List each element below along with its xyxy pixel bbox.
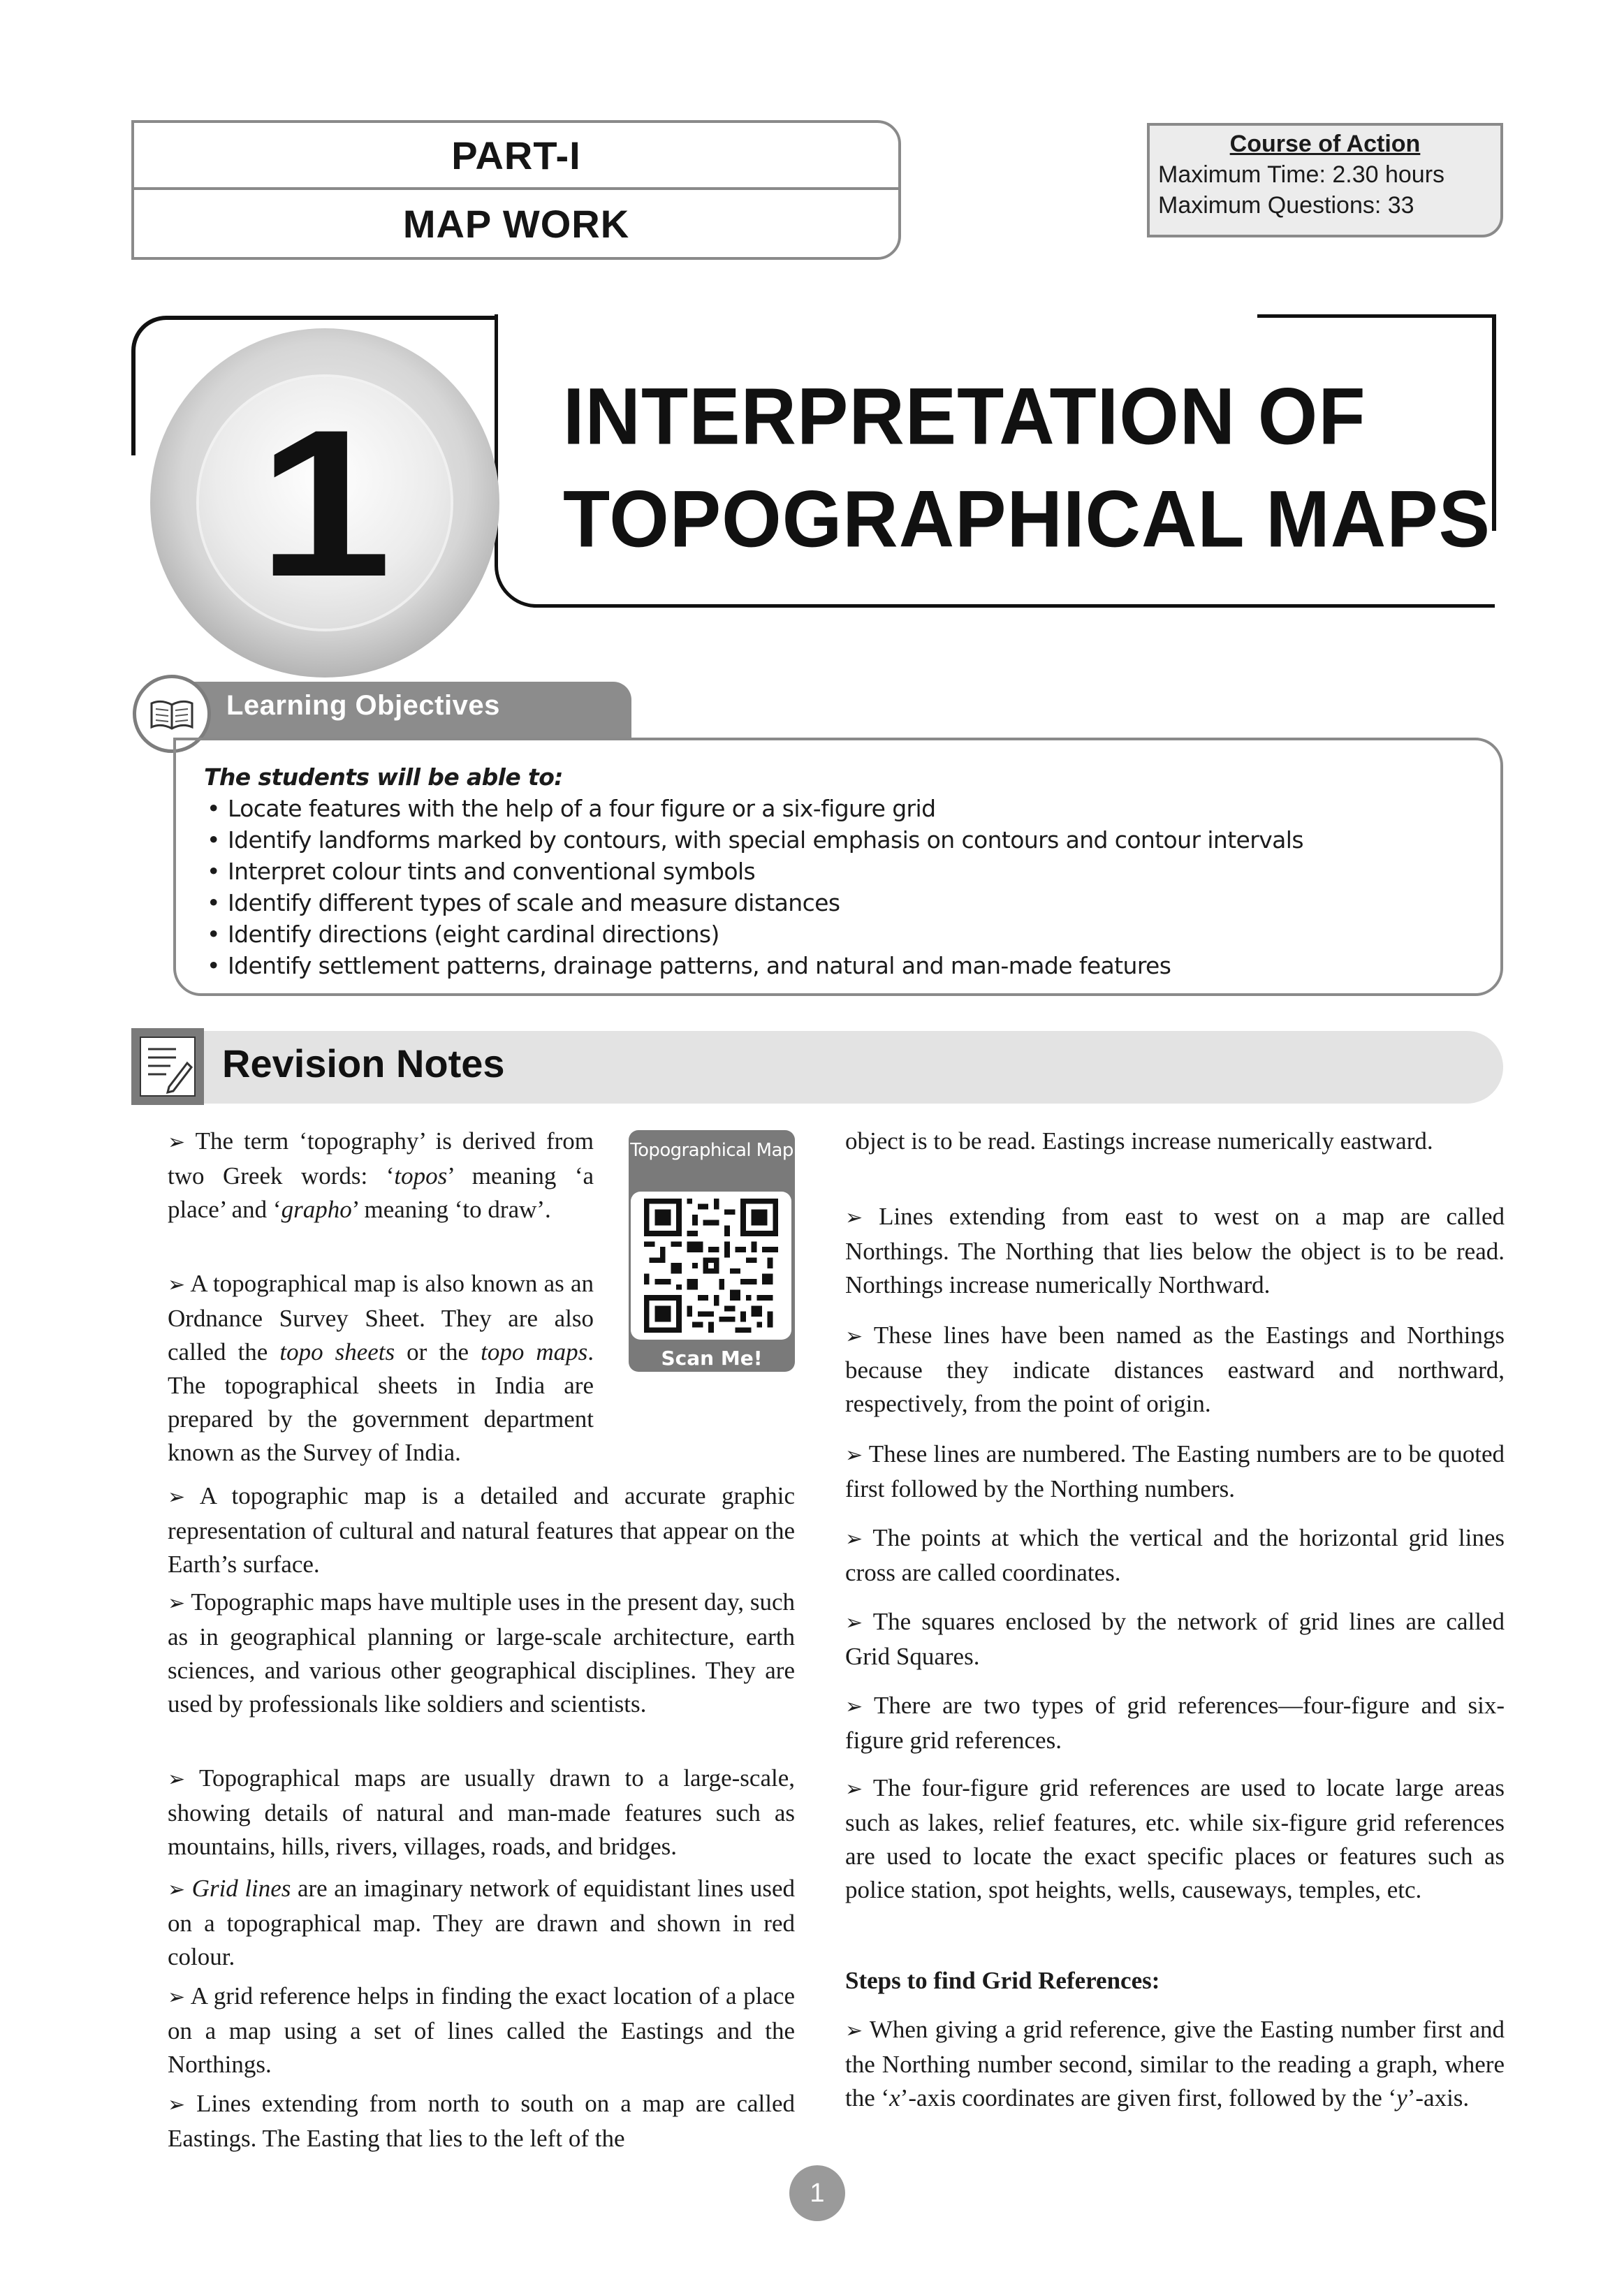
note-paragraph: ➢ The term ‘topography’ is derived from two Greek words: ‘topos’ meaning ‘a place’ and ‘grapho’ meaning ‘to draw’. <box>168 1127 594 1223</box>
revision-notes-heading: Revision Notes <box>222 1041 505 1085</box>
learning-objectives-heading: Learning Objectives <box>226 690 500 721</box>
objective-item: • Locate features with the help of a four figure or a six-figure grid <box>204 793 1489 824</box>
chapter-frame-topline <box>1257 314 1495 318</box>
part-divider <box>134 187 898 190</box>
note-paragraph: ➢ A topographic map is a detailed and accurate graphic representation of cultural and natural features that appear on the Earth’s surface. <box>168 1482 796 1578</box>
note-paragraph: ➢ When giving a grid reference, give the Easting number first and the Northing number second, similar to the reading a graph, where the ‘x’-axis coordinates are given first, followed by the ‘y’-axis. <box>845 2016 1505 2111</box>
qr-title: Topographical Map <box>630 1140 793 1161</box>
bullet-arrow-icon: ➢ <box>168 1130 186 1155</box>
learning-objectives-list <box>204 793 1489 981</box>
note-paragraph: ➢ Lines extending from north to south on a map are called Eastings. The Easting that lies to the left of the <box>168 2090 795 2152</box>
note-paragraph: ➢ Lines extending from east to west on a map are called Northings. The Northing that lies below the object is to be read. Northings increase numerically Northward. <box>845 1203 1505 1298</box>
bullet-arrow-icon: ➢ <box>168 2093 186 2117</box>
qr-code[interactable] <box>631 1192 791 1340</box>
part-label: PART-I <box>451 133 581 177</box>
bullet-arrow-icon: ➢ <box>168 1591 186 1616</box>
bullet-arrow-icon: ➢ <box>845 2019 863 2043</box>
bullet-arrow-icon: ➢ <box>845 1324 863 1349</box>
bullet-arrow-icon: ➢ <box>168 1877 186 1902</box>
note-paragraph: object is to be read. Eastings increase numerically eastward. <box>845 1127 1433 1155</box>
course-time: Maximum Time: 2.30 hours <box>1158 161 1445 188</box>
note-paragraph: ➢ The four-figure grid references are used to locate large areas such as lakes, relief features, etc. while six-figure grid references are used to locate the exact specific places or features such as police station, spot heights, wells, causeways, temples, etc. <box>845 1774 1505 1903</box>
note-paragraph: ➢ Topographical maps are usually drawn to a large-scale, showing details of natural and man-made features such as mountains, hills, rivers, villages, roads, and bridges. <box>168 1764 795 1860</box>
note-paragraph: ➢ There are two types of grid references—four-figure and six-figure grid references. <box>845 1692 1505 1754</box>
course-questions: Maximum Questions: 33 <box>1158 192 1414 219</box>
bullet-arrow-icon: ➢ <box>168 1985 186 2010</box>
note-paragraph: ➢ A topographical map is also known as an Ordnance Survey Sheet. They are also called the topo sheets or the topo maps. The topographical sheets in India are prepared by the government department known as the Survey of India. <box>168 1270 594 1466</box>
learning-objectives-content <box>204 761 1489 981</box>
objective-item: • Identify directions (eight cardinal directions) <box>204 918 1489 950</box>
note-paragraph: ➢ A grid reference helps in finding the exact location of a place on a map using a set of lines called the Eastings and the Northings. <box>168 1982 795 2078</box>
page-number: 1 <box>789 2165 845 2221</box>
chapter-title-line1: INTERPRETATION OF <box>563 371 1366 462</box>
bullet-arrow-icon: ➢ <box>168 1273 186 1297</box>
chapter-title <box>563 365 1491 571</box>
chapter-title-line2: TOPOGRAPHICAL MAPS <box>563 474 1491 564</box>
steps-heading: Steps to find Grid References: <box>845 1967 1160 1994</box>
objective-item: • Identify landforms marked by contours, with special emphasis on contours and contour intervals <box>204 824 1489 856</box>
course-of-action-box <box>1147 123 1503 237</box>
part-box <box>131 120 901 260</box>
objective-item: • Interpret colour tints and conventional symbols <box>204 856 1489 887</box>
note-paragraph: ➢ Topographic maps have multiple uses in the present day, such as in geographical planning or large-scale architecture, earth sciences, and various other geographical disciplines. They are used by professionals like soldiers and scientists. <box>168 1588 795 1718</box>
bullet-arrow-icon: ➢ <box>168 1767 186 1792</box>
chapter-frame-rightline <box>1492 314 1496 531</box>
part-title: MAP WORK <box>402 202 630 246</box>
bullet-arrow-icon: ➢ <box>845 1206 863 1230</box>
bullet-arrow-icon: ➢ <box>845 1443 863 1467</box>
bullet-arrow-icon: ➢ <box>845 1611 863 1635</box>
qr-scan-label: Scan Me! <box>661 1347 763 1370</box>
note-paragraph: ➢ These lines have been named as the Eastings and Northings because they indicate distances eastward and northward, respectively, from the point of origin. <box>845 1322 1505 1417</box>
objective-item: • Identify settlement patterns, drainage patterns, and natural and man-made features <box>204 950 1489 981</box>
bullet-arrow-icon: ➢ <box>845 1694 863 1719</box>
note-paragraph: ➢ The squares enclosed by the network of grid lines are called Grid Squares. <box>845 1608 1505 1670</box>
note-paragraph: ➢ These lines are numbered. The Easting numbers are to be quoted first followed by the Northing numbers. <box>845 1440 1505 1502</box>
bullet-arrow-icon: ➢ <box>845 1777 863 1801</box>
learning-objectives-intro: The students will be able to: <box>204 763 563 791</box>
objective-item: • Identify different types of scale and measure distances <box>204 887 1489 918</box>
note-paragraph: ➢ The points at which the vertical and the horizontal grid lines cross are called coordinates. <box>845 1524 1505 1586</box>
bullet-arrow-icon: ➢ <box>845 1527 863 1551</box>
note-paragraph: ➢ Grid lines are an imaginary network of equidistant lines used on a topographical map. They are drawn and shown in red colour. <box>168 1875 795 1970</box>
notes-icon <box>131 1028 204 1105</box>
bullet-arrow-icon: ➢ <box>168 1485 186 1509</box>
chapter-number: 1 <box>258 386 392 620</box>
course-title: Course of Action <box>1229 131 1421 157</box>
